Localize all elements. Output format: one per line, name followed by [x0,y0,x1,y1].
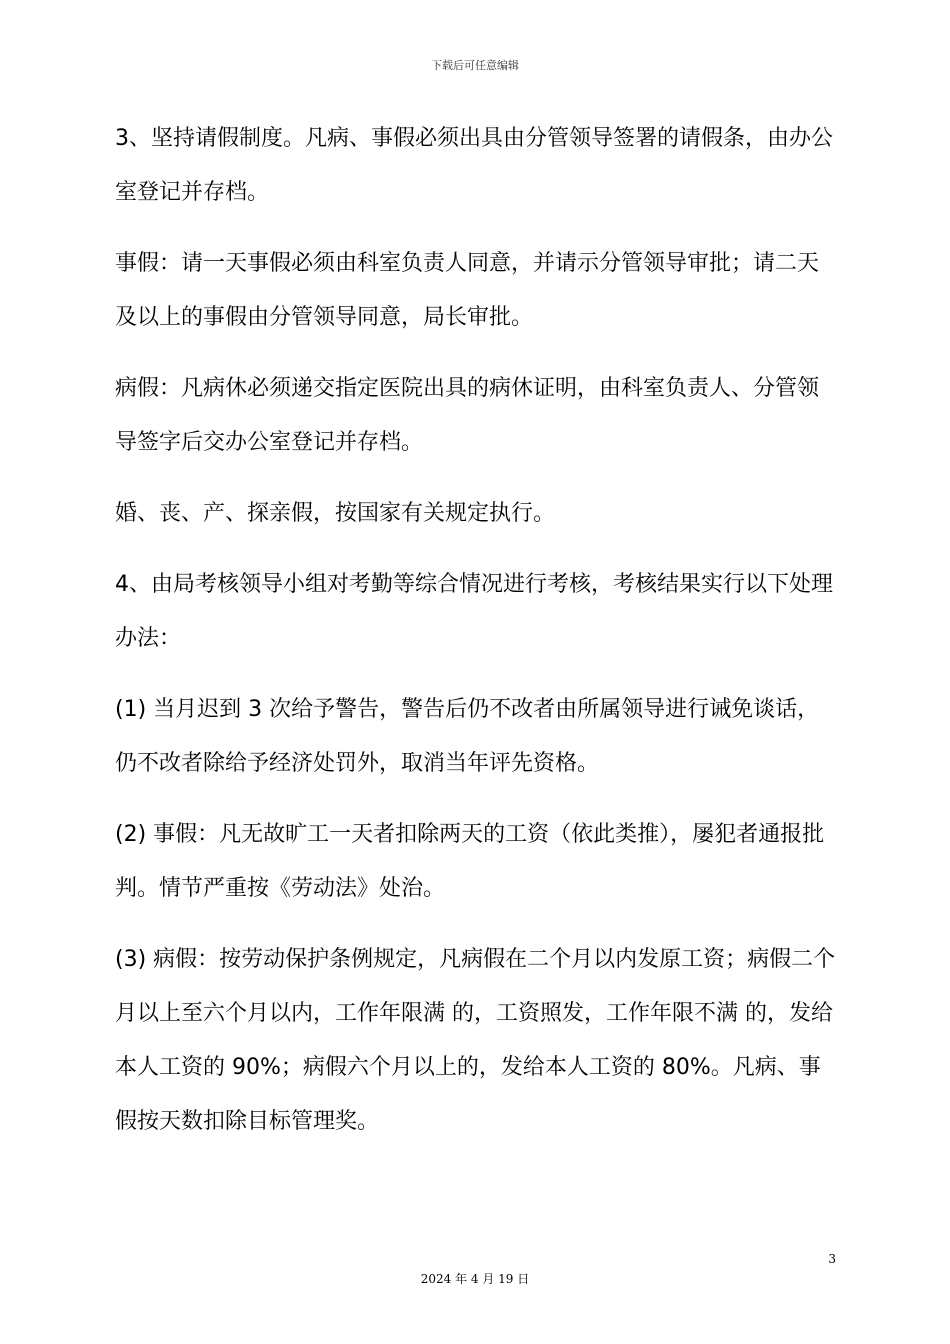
paragraph-rule-2: (2) 事假：凡无故旷工一天者扣除两天的工资（依此类推），屡犯者通报批判。情节严重按《劳动法》处治。 [115,822,825,901]
paragraph-other-leave: 婚、丧、产、探亲假，按国家有关规定执行。 [115,501,556,526]
footer-date: 2024 年 4 月 19 日 [420,1272,530,1286]
paragraph-leave-system: 3、坚持请假制度。凡病、事假必须出具由分管领导签署的请假条，由办公室登记并存档。 [115,126,833,205]
paragraph-rule-1: (1) 当月迟到 3 次给予警告，警告后仍不改者由所属领导进行诫免谈话，仍不改者除给予经济处罚外，取消当年评先资格。 [115,697,820,776]
paragraph-assessment: 4、由局考核领导小组对考勤等综合情况进行考核，考核结果实行以下处理办法： [115,572,833,651]
page-header: 下载后可任意编辑 [431,59,519,72]
document-body [115,112,840,1166]
page-number: 3 [828,1252,836,1266]
paragraph-personal-leave: 事假：请一天事假必须由科室负责人同意，并请示分管领导审批；请二天及以上的事假由分管领导同意，局长审批。 [115,251,820,330]
paragraph-rule-3: (3) 病假：按劳动保护条例规定，凡病假在二个月以内发原工资；病假二个月以上至六个月以内，工作年限满 的，工资照发，工作年限不满 的，发给本人工资的 90%；病假六个月以上的，发给本人工资的 80%。凡病、事假按天数扣除目标管理奖。 [115,947,836,1134]
paragraph-sick-leave: 病假：凡病休必须递交指定医院出具的病休证明，由科室负责人、分管领导签字后交办公室登记并存档。 [115,376,820,455]
